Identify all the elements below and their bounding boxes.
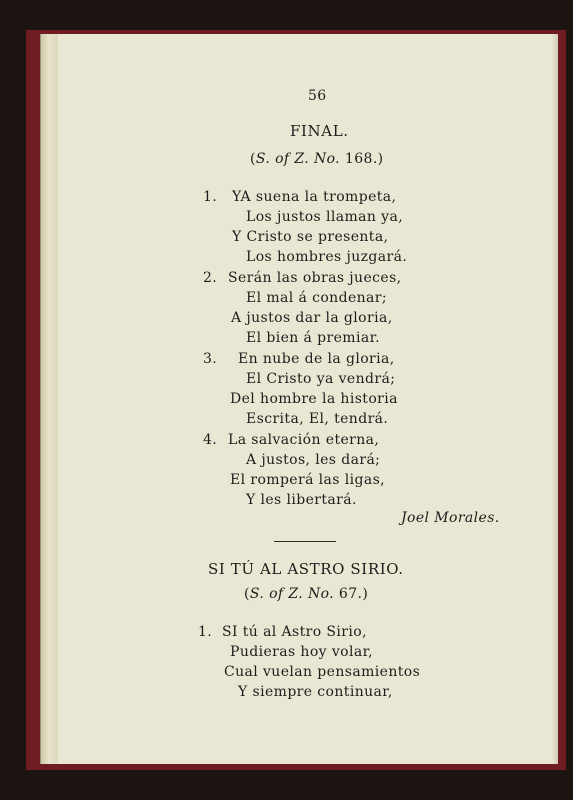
- page-number: 56: [308, 88, 327, 104]
- verse-number: 1.: [203, 189, 218, 205]
- verse-line: YA suena la trompeta,: [232, 189, 397, 205]
- verse-line: Y les libertará.: [246, 492, 357, 508]
- verse-line: El bien á premiar.: [246, 330, 380, 346]
- verse-number: 1.: [198, 624, 213, 640]
- verse-line: El mal á condenar;: [246, 290, 387, 306]
- hymn-title: FINAL.: [290, 122, 349, 140]
- verse-line: Escrita, El, tendrá.: [246, 411, 389, 427]
- verse-line: El Cristo ya vendrá;: [246, 371, 396, 387]
- verse-line: Y siempre continuar,: [238, 684, 393, 700]
- verse-number: 2.: [203, 270, 218, 286]
- verse-line: SI tú al Astro Sirio,: [222, 624, 367, 640]
- verse-line: Cual vuelan pensamientos: [224, 664, 421, 680]
- verse-line: En nube de la gloria,: [238, 351, 395, 367]
- page-gutter-shadow: [552, 34, 558, 764]
- hymn-source: (S. of Z. No. 67.): [244, 586, 369, 602]
- verse-line: Y Cristo se presenta,: [232, 229, 389, 245]
- verse-line: El romperá las ligas,: [230, 472, 386, 488]
- verse-line: Pudieras hoy volar,: [230, 644, 374, 660]
- hymn-source: (S. of Z. No. 168.): [250, 151, 384, 167]
- hymn-title: SI TÚ AL ASTRO SIRIO.: [208, 560, 404, 578]
- verse-line: A justos, les dará;: [246, 452, 381, 468]
- verse-number: 3.: [203, 351, 218, 367]
- verse-line: A justos dar la gloria,: [231, 310, 393, 326]
- verse-number: 4.: [203, 432, 218, 448]
- author-signature: Joel Morales.: [401, 510, 500, 526]
- verse-line: La salvación eterna,: [228, 432, 380, 448]
- source-abbrev-s: S.: [255, 151, 271, 167]
- verse-line: Los hombres juzgará.: [246, 249, 408, 265]
- section-divider: [274, 541, 336, 542]
- verse-line: Serán las obras jueces,: [228, 270, 402, 286]
- verse-line: Los justos llaman ya,: [246, 209, 404, 225]
- book-page: [58, 34, 558, 764]
- verse-line: Del hombre la historia: [230, 391, 398, 407]
